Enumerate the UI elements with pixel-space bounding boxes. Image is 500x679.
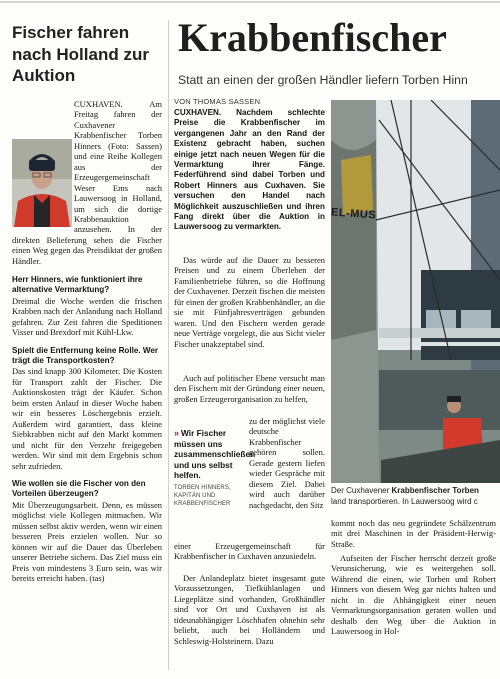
ship-photo bbox=[331, 100, 500, 483]
sidebar-qa bbox=[12, 275, 162, 583]
qa-question-3: Wie wollen sie die Fischer von den Vorteilen überzeugen? bbox=[12, 478, 146, 499]
sidebar-headline: Fischer fahren nach Holland zur Auktion bbox=[12, 23, 149, 85]
body-paragraph-2c: einer Erzeugergemeinschaft für Krabbenfischer in Cuxhaven anzusiedeln. bbox=[174, 541, 325, 562]
qa-answer-2: Das sind knapp 300 Kilometer. Die Kosten für Transport zahlt der Fischer. Die Auktionskosten trägt der Käufer. Schon beim ersten Anlauf in dieser Woche haben wir ein besseres Löschergebnis erzielt. Außerdem wird garantiert, dass kleine Siebkrabben nicht auf den Markt kommen und nicht für den Verzehr freigegeben werden. Wir sind mit dem Ergebnis schon sehr zufrieden. bbox=[12, 366, 162, 471]
pull-quote bbox=[174, 428, 256, 509]
top-rule bbox=[0, 1, 500, 3]
body-paragraph-2a: Auch auf politischer Ebene versucht man den Fischern mit der Gründung einer neuen, großen Erzeugerorganisation zu helfen, bbox=[174, 373, 325, 404]
photo-caption bbox=[331, 486, 500, 507]
pull-quote-attribution: TORBEN HINNERS, KAPITÄN UND KRABBENFISCHER bbox=[174, 484, 231, 508]
column-divider bbox=[168, 20, 169, 670]
pull-quote-text: Wir Fischer müssen uns zusammenschließen und uns selbst helfen. bbox=[174, 428, 256, 481]
main-subheadline: Statt an einen der großen Händler liefern Torben Hinn bbox=[178, 73, 468, 87]
ship-lettering: EL-MUS bbox=[331, 206, 377, 222]
sidebar-intro-text: CUXHAVEN. Am Freitag fahren der Cuxhavener Krabbenfischer Torben Hinners (Foto: Sassen) und eine Reihe Kollegen aus der Erzeugergemeinschaft Weser Ems nach Lauwersoog in Holland, um sich die dortige Krabbenauktion anzusehen. In der direkten Belieferung sehen die Fischer einen Weg gegen das Preisdiktat der großen Händler. bbox=[12, 99, 162, 266]
column3-paragraph-2: Aufseiten der Fischer herrscht derzeit große Verunsicherung, wie es weitergehen soll. Während die einen, wie Torben und Robert Hinners von diesem Weg gar nichts halten und nicht in die Abhängigkeit einer neuen Vermarktungsorganisation geraten wollen und deshalb den Weg über die Auktion in Lauwersoog in Hol- bbox=[331, 553, 496, 637]
quote-mark-icon: » bbox=[174, 428, 180, 438]
qa-question-2: Spielt die Entfernung keine Rolle. Wer trägt die Transportkosten? bbox=[12, 345, 159, 366]
ship-image bbox=[331, 100, 500, 483]
main-headline: Krabbenfischer bbox=[178, 15, 447, 60]
sidebar-intro bbox=[12, 99, 162, 266]
qa-answer-1: Dreimal die Woche werden die frischen Krabben nach der Anlandung nach Holland gefahren. Zur Zeit fahren die Speditionen Visser und Brexdorf mit Kühl-Lkw. bbox=[12, 295, 162, 338]
lead-paragraph: CUXHAVEN. Nachdem schlechte Preise die Krabbenfischer im vergangenen Jahr an den Rand der Existenz gebracht haben, suchen einige jetzt nach neuen Wegen für die Vermarktung ihrer Fänge. Federführend sind dabei Torben und Robert Hinners aus Cuxhaven. Sie versuchen den Handel nach Möglichkeit auszuschließen und ihren Fang direkt über die Auktion in Lauwersoog zu vermarkten. bbox=[174, 108, 325, 232]
byline: VON THOMAS SASSEN bbox=[174, 97, 261, 106]
caption-name: Der Cuxhavener bbox=[331, 486, 390, 495]
qa-answer-3: Mit Überzeugungsarbeit. Denn, es müssen möglichst viele Kollegen mitmachen. Wir müssen selbst aktiv werden, wenn wir einen besseren Preis erzielen wollen. Nur so können wir auf die Dauer das Überleben unserer Betriebe sichern. Das Ziel muss ein Preis von mindestens 3 Euro sein, was wir bereits erreicht haben. (tas) bbox=[12, 499, 162, 583]
caption-line-2: land transportieren. In Lauwersoog wird c bbox=[331, 496, 478, 506]
body-paragraph-1: Das würde auf die Dauer zu besseren Preisen und zu einem Überleben der Familienbetriebe führen, so die Hoffnung der Cuxhavener. Derzeit fischen die meisten für einen der großen Krabbenhändler, an die sie mit Fünfjahresverträgen gebunden waren. Und den Fischern werden gerade neue Verträge vorgelegt, die aus Sicht vieler Fischer unakzeptabel sind. bbox=[174, 255, 325, 349]
caption-bold: Krabbenfischer Torben bbox=[391, 486, 479, 495]
portrait-spacer bbox=[12, 99, 74, 232]
qa-question-1: Herr Hinners, wie funktioniert ihre alternative Vermarktung? bbox=[12, 275, 143, 295]
column3-paragraph-1: kommt noch das neu gegründete Schälzentrum mit drei Maschinen in der Präsident-Herwig-Straße. bbox=[331, 518, 496, 549]
body-paragraph-3: Der Anlandeplatz bietet insgesamt gute Voraussetzungen, Tiefkühlanlagen und Liegeplätze sind vorhanden, Großhändler sind vor Ort und Cuxhaven ist als tideunabhängiger Löschhafen ohnehin sehr beliebt, auch bei Holländern und Schleswig-Holsteinern. Dazu bbox=[174, 573, 325, 646]
body-paragraph-2b: zu der möglichst viele deutsche Krabbenfischer gehören sollen. Gerade gestern liefen wieder Gespräche mit diesem Ziel. Dabei wird auch darüber nachgedacht, den Sitz bbox=[249, 416, 325, 510]
